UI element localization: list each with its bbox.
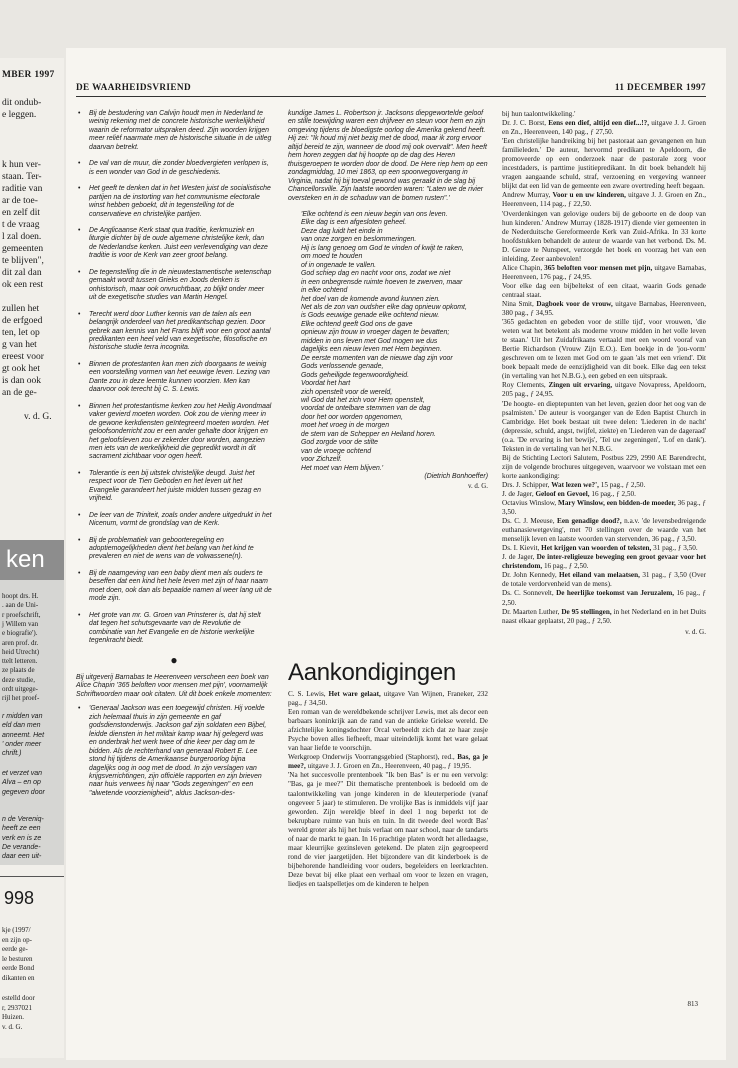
announcement-entry <box>502 318 706 381</box>
announcement-entry <box>502 499 706 517</box>
announcement-list <box>502 110 706 626</box>
prev-page-line: raditie van <box>2 184 43 194</box>
statement-bullet: • Bij de problematiek van geboorteregeling en adoptiemogelijkheden dient het belang van het kind te prevaleren en niet de wens van de volwassene(n). <box>76 537 272 562</box>
entry-text: Roy Clements, <box>502 381 549 390</box>
prev-page-line: staan. Ter- <box>2 172 42 182</box>
prev-page-line: e biografie'). <box>2 629 38 638</box>
announcement-entry <box>502 110 706 119</box>
entry-details: uitgave Barnabas, Heerenveen, 380 pag., ƒ 34,95. <box>502 299 706 318</box>
prev-page-line: j Willem van <box>2 619 39 628</box>
announcement-entry <box>502 608 706 626</box>
poem-line: wil God dat het zich voor Hem openstelt, <box>301 396 425 404</box>
announcement-entry <box>502 571 706 589</box>
poem-line: Het moet van Hem blijven.' <box>301 464 384 472</box>
statement-bullet: • Bij de bestudering van Calvijn houdt men in Nederland te weinig rekening met de concrete historische werkelijkheid waarin de reformator uitspraken deed. Zijn woorden krijgen meer reliëf naarmate men de historische situatie in de uitleg daarvan betrekt. <box>76 110 272 152</box>
poem-attribution: (Dietrich Bonhoeffer) <box>424 473 488 481</box>
poem-line: Hij is lang genoeg om God te vinden of kwijt te raken, <box>301 244 464 252</box>
entry-text: Ds. C. J. Meeuse, <box>502 517 558 526</box>
prev-page-line: is dan ook <box>2 376 42 386</box>
announcement-text: 'Na het succesvolle prentenboek "Ik ben Bas" is er nu een vervolg: "Bas, ga je mee?" Dit thematische prentenboek is bedoeld om de taalontwikkeling van jonge kinderen in de kleuterperiode (vanaf ongeveer 5 jaar) te stimuleren. De vrolijke Bas is inmiddels vijf jaar geworden. Zijn wereldje bleef in deel 1 nog beperkt tot de bekrupbare ruimte van huis en tuin. In dit tweede deel wordt Bas' wereld groter als hij het huis verlaat om naar school, naar de tandarts of naar de markt te gaan. In 16 prachtige platen wordt het alledaagse, maar kleurrijke gezinsleven getekend. De platen zijn gegroepeerd rond de vier jaargetijden. Het bijzondere van dit kinderboek is de bijbehorende handleiding voor ouders, begeleiders en leerkrachten. Deze bevat bij elke plaat een verhaal om voor te lezen en vragen, liedjes en taalspelletjes om de kinderen te helpen <box>288 771 488 888</box>
announcement-entry <box>502 589 706 607</box>
prev-page-line: en zijn op- <box>2 935 32 944</box>
entry-text: J. de Jager, <box>502 489 536 498</box>
statement-bullet: • Het grote van mr. G. Groen van Prinsterer is, dat hij stelt dat tegen het schutsgevaarte van de Revolutie de combinatie van het Evangelie en de historie werkelijke tegenkracht biedt. <box>76 612 272 646</box>
poem-line: De eerste momenten van de nieuwe dag zijn voor <box>301 354 453 362</box>
entry-text: Alice Chapin, <box>502 263 545 272</box>
issue-date: 11 DECEMBER 1997 <box>614 82 706 92</box>
prev-page-line: deze studie, <box>2 675 36 684</box>
poem-line: moet het vroeg in de morgen <box>301 422 390 430</box>
prev-page-line: t de vraag <box>2 220 40 230</box>
entry-title: Eens een dief, altijd een dief...!?, <box>548 119 650 128</box>
entry-title: Mary Winslow, een bidden-de moeder, <box>558 499 676 508</box>
poem-line: Gods verlossende genade, <box>301 363 384 371</box>
entry-details: 16 pag., ƒ 2,50. <box>502 589 706 607</box>
entry-title: Het eiland van melaatsen, <box>559 571 640 580</box>
poem-line: of in ongenade te vallen. <box>301 261 377 269</box>
prev-page-line: verk en is ze <box>2 834 42 842</box>
prev-page-line: ok een rest <box>2 280 44 290</box>
announcement-entry <box>502 191 706 209</box>
prev-page-line: dit ondub- <box>2 98 42 108</box>
prev-page-line: gemeenten <box>2 244 44 254</box>
entry-details: 16 pag., ƒ 2,50. <box>589 489 636 498</box>
prev-page-line: daar een uit- <box>2 853 42 861</box>
announcement-entry <box>502 454 706 481</box>
announcement-entry <box>502 119 706 137</box>
column-3-signature: v. d. G. <box>685 627 706 636</box>
entry-details: 16 pag., ƒ 2,50. <box>542 562 589 571</box>
prev-page-line: heid Utrecht) <box>2 647 40 656</box>
poem-line: God zorgde voor de stilte <box>301 439 378 447</box>
poem-line: Gods geheiligde tegenwoordigheid. <box>301 371 410 379</box>
entry-text: 'Een christelijke handreiking bij het pastoraat aan gevangenen en hun familieleden.' De auteur, hervormd predikant te Apeldoorn, die promoveerde op een onderzoek naar de pastorale zorg voor incestdaders, is parttime justitiepredikant. In dit boek behandelt hij vragen aangaande schuld, straf, verzoening en vergeving wanneer blijkt dat een lid van de gemeente een zware overtreding heeft begaan. <box>502 137 706 191</box>
prev-page-line: k hun ver- <box>2 160 41 170</box>
entry-title: Een genadige dood?, <box>557 517 622 526</box>
statement-bullet: • De leer van de Triniteit, zoals onder andere uitgedrukt in het Nicenum, vormt de grondslag van de Kerk. <box>76 512 272 529</box>
prev-page-line: ar de toe- <box>2 196 38 206</box>
poem-line: in elke ochtend <box>301 287 348 295</box>
prev-page-line: eld dan men <box>2 722 41 730</box>
poem-line: God schiep dag en nacht voor ons, zodat we niet <box>301 270 451 278</box>
announcement-entry <box>502 517 706 544</box>
prev-page-line: chrift.) <box>2 750 22 758</box>
prev-page-line: heeft ze een <box>2 825 41 833</box>
poem-line: om moed te houden <box>301 253 363 261</box>
prev-page-line: le besturen <box>2 954 33 963</box>
announcement-entry <box>502 282 706 300</box>
announcement-entry <box>502 553 706 571</box>
poem-line: zich openstelt voor de wereld, <box>301 388 393 396</box>
poem-line: Elke dag is een afgesloten geheel. <box>301 219 407 227</box>
poem-line: door het oor worden opgenomen, <box>301 413 403 421</box>
prev-page-line: eerde ge- <box>2 945 28 953</box>
statement-bullet: • Tolerantie is een bij uitstek christelijke deugd. Juist het respect voor de Tien Geboden en het leven uit het Evangelie garandeert het juiste midden tussen gezag en vrijheid. <box>76 470 272 504</box>
prev-page-line: dit zal dan <box>2 268 42 278</box>
entry-details: 15 pag., ƒ 2,50. <box>598 480 646 489</box>
announcement-entry: C. S. Lewis, Het ware gelaat, uitgave Van Wijnen, Franeker, 232 pag., ƒ 34,50. <box>288 690 488 708</box>
announcement-entry <box>502 400 706 454</box>
entry-text: Ds. C. Sonnevelt, <box>502 589 557 598</box>
publication-title: DE WAARHEIDSVRIEND <box>76 82 192 92</box>
entry-title: Dagboek voor de vrouw, <box>536 299 613 308</box>
section-divider: ● <box>170 652 178 667</box>
entry-details: uitgave J. J. Groen en Zn., Heerenveen, 140 pag., ƒ 27,50. <box>502 119 706 137</box>
poem-line: Deze dag luidt het einde in <box>301 227 383 235</box>
poem-line: midden in ons leven met God mogen we dus <box>301 337 438 345</box>
prev-page-line: rijl het proef- <box>2 694 40 703</box>
column-2 <box>288 110 488 492</box>
announcement-entry <box>502 264 706 282</box>
entry-details: in het Nederland en in het Duits naast elkaar geplaatst, 20 pag., ƒ 2,50. <box>502 607 706 625</box>
entry-title: De inter-religieuze beweging een groot gevaar voor het christendom, <box>502 553 706 571</box>
prev-page-line: gt ook het <box>2 364 40 374</box>
prev-page-line: ttelt letteren. <box>2 657 38 666</box>
entry-details: 36 pag., ƒ 3,50. <box>502 499 706 517</box>
entry-text: Octavius Winslow, <box>502 499 559 508</box>
entry-text: Bij de Stichting Lectori Salutem, Postbus 229, 2990 AE Barendrecht, zijn de volgende brochures uitgegeven, waarvoor we volstaan met een korte aankondiging: <box>502 453 706 480</box>
entry-details: uitgave J. J. Groen en Zn., Heerenveen, 114 pag., ƒ 22,50. <box>502 191 706 209</box>
poem-line: dagelijks een nieuw leven met Hem beginnen. <box>301 346 442 354</box>
prev-page-line: ze plaats de <box>2 666 35 675</box>
poem-line: van de vroege ochtend <box>301 447 372 455</box>
prev-page-line: te blijven", <box>2 256 44 266</box>
entry-title: 365 beloften voor mensen met pijn, <box>544 263 653 272</box>
entry-text: J. de Jager, <box>502 553 537 562</box>
chapin-intro: Bij uitgeverij Barnabas te Heerenveen verscheen een boek van Alice Chapin '365 beloften voor mensen met pijn', voornamelijk Schriftwoorden maar ook citaten. Uit dit boek enkele momenten: <box>76 674 272 698</box>
prev-page-line: Alva – en op <box>2 779 41 787</box>
page-number: 813 <box>687 1000 698 1008</box>
entry-title: De heerlijke toekomst van Jeruzalem, <box>556 589 675 598</box>
statement-bullet: • Binnen het protestantisme kerken zou het Heilig Avondmaal vaker gevierd moeten worden. Ook zou de viering meer in de gewone kerkdiensten geïntegreerd moeten worden. Het geloofsonderricht zou er een ander gehalte door krijgen en het geloofsleven zou er zekerder door worden, aangezien men iets van de werkelijkheid die gepredikt wordt in dit sacrament zichtbaar voor ogen heeft. <box>76 403 272 462</box>
bonhoeffer-poem <box>288 211 488 473</box>
statement-bullet: • De Anglicaanse Kerk staat qua traditie, kerkmuziek en liturgie dichter bij de oude algemene christelijke kerk, dan de Nederlandse kerken. Juist een verlevendiging van deze traditie is voor de Kerk van zeer groot belang. <box>76 227 272 261</box>
entry-text: 'Overdenkingen van gelovige ouders bij de geboorte en de doop van hun kinderen.' Andrew Murray (1828-1917) diende vier gemeenten in de Nederduitsche Gereformeerde Kerk van Zuid-Afrika. In 33 korte hoofdstukken behandelt de auteur de waarde van het verbond. Ds. M. D. Geuze te Nunspeet, verzorgde het boek en voorzag het van een inleiding. Zeer aanbevolen! <box>502 209 706 263</box>
poem-line: de stem van de Schepper en Heiland horen. <box>301 430 436 438</box>
announcement-entry <box>502 481 706 490</box>
prev-page-line: hoopt drs. H. <box>2 592 39 600</box>
poem-line: is Gods eeuwige genade elke ochtend nieuw. <box>301 312 440 320</box>
announcements-section <box>288 660 488 889</box>
statement-bullet: • Het geeft te denken dat in het Westen juist de socialistische partijen na de instorting van het communisme electorale winst hebben geboekt, dit in tegenstelling tot de conservatieve en christelijke partijen. <box>76 185 272 219</box>
prev-page-line: ' onder meer <box>2 740 42 748</box>
column-2-signature: v. d. G. <box>467 483 488 491</box>
entry-text: bij hun taalontwikkeling.' <box>502 110 576 118</box>
entry-text: Voor elke dag een bijbeltekst of een citaat, waarin Gods genade centraal staat. <box>502 281 706 299</box>
prev-page-line: estelld door <box>2 994 35 1002</box>
announcement-entry <box>502 300 706 318</box>
announcement-entry <box>502 490 706 499</box>
prev-page-line: e leggen. <box>2 110 37 120</box>
poem-line: van onze zorgen en beslommeringen. <box>301 236 417 244</box>
entry-details: 31 pag., ƒ 3,50. <box>651 544 698 553</box>
jackson-quote-continued: kundige James L. Robertson jr. Jacksons diepgewortelde geloof en stille toewijding waren een drijfveer en steun voor hem en zijn omgeving tijdens de bloedigste oorlog die Amerika gekend heeft. Hij zei: "Ik houd mij niet bezig met de dood, maar ik zorg ervoor altijd bereid te zijn, wanneer de dood mij ook overvalt". Men heeft hem horen zeggen dat hij hoopte op de dag des Heren thuisgeroepen te worden door de dood. De Here riep hem op een zondagmiddag, 10 mei 1863, op een spoorwegovergang in Virginia, nadat hij bij toeval gewond was geraakt in de slag bij Chancellorsville. Zijn laatste woorden waren: "Laten we de rivier oversteken en in de schaduw van de bomen rusten".' <box>288 110 488 202</box>
statement-bullet: • De tegenstelling die in de nieuwtestamentische wetenschap gemaakt wordt tussen Grieks en Joods denken is onhistorisch, maar ook onvruchtbaar, zo blijkt onder meer uit de exegetische studies van Martin Hengel. <box>76 269 272 303</box>
prev-page-line: aren prof. dr. <box>2 638 39 647</box>
entry-details: n.a.v. 'de levensbedreigende euthanasiewetgeving', met 70 stellingen over de waarde van het menselijk leven en laatste woorden van stervenden, 36 pag., ƒ 3,50. <box>502 517 706 544</box>
entry-text: Drs. J. Schipper, <box>502 480 552 489</box>
statement-bullet: • Binnen de protestanten kan men zich doorgaans te weinig een voorstelling vormen van het eeuwige leven. Lezing van Dante zou in deze leemte kunnen voorzien. Men kan daarvoor ook terecht bij C. S. Lewis. <box>76 361 272 395</box>
entry-title: Voor u en uw kinderen, <box>552 191 626 200</box>
prev-page-line: kje (1997/ <box>2 926 31 934</box>
prev-page-line: n de Vereniq- <box>2 816 44 823</box>
prev-year-box: 998 <box>4 888 35 908</box>
entry-text: Dr. John Kennedy, <box>502 571 560 580</box>
prev-page-line: De verande- <box>2 843 41 851</box>
entry-title: Wat lezen we?', <box>551 480 599 489</box>
announcement-entry <box>502 544 706 553</box>
prev-page-line: l zal doen. <box>2 232 42 242</box>
prev-page-line: de erfgoed <box>2 316 43 326</box>
announcement-entry <box>502 137 706 191</box>
entry-title: De 95 stellingen, <box>561 607 612 616</box>
prev-divider <box>0 876 64 877</box>
announcement-entry <box>502 381 706 399</box>
poem-line: het doel van de komende avond kunnen zien. <box>301 295 441 303</box>
prev-page-line: et verzet van <box>2 770 43 777</box>
column-1 <box>76 110 272 806</box>
prev-section-box: ken <box>0 540 64 580</box>
prev-page-line: . aan de Uni- <box>2 601 39 610</box>
poem-line: Voordat het hart <box>301 380 351 388</box>
statement-bullet: • Terecht werd door Luther kennis van de talen als een belangrijk onderdeel van het predikantschap gezien. Door gebrek aan kennis van het Frans blijft voor een groot aantal predikanten een heel veld van exegetische, filosofische en historische studie terra incognita. <box>76 311 272 353</box>
prev-page-line: Huizen. <box>2 1013 24 1021</box>
prev-page-line: dikanten en <box>2 973 35 982</box>
announcement-entry: Werkgroep Onderwijs Voorrangsgebied (Staphorst), red., Bas, ga je mee?, uitgave J. J. Groen en Zn., Heerenveen, 40 pag., ƒ 19,95. <box>288 753 488 771</box>
prev-page-line: anneemt. Het <box>2 731 45 739</box>
prev-page-line: ordt uitgege- <box>2 685 38 693</box>
poem-line: voordat de ontelbare stemmen van de dag <box>301 405 431 413</box>
entry-text: Dr. Maarten Luther, <box>502 607 562 616</box>
poem-line: in een onbegrensde ruimte hoeven te zwerven, maar <box>301 278 463 286</box>
entry-text: 'De hoogte- en dieptepunten van het leven, gezien door het oog van de psalmisten.' De auteur is voorganger van de Eden Baptist Church in Cambridge. Het boek bestaat uit twee delen: 'Liederen in de nacht' (depressie, schuld, angst, twijfel, ziekte) en 'Liederen van de dageraad' (o.a. 'De ervaring is het bewijs', 'Tel uw zegeningen', 'Lof en dank'). Teksten in de vertaling van het N.B.G. <box>502 399 706 453</box>
statement-bullet: • Bij de naamgeving van een baby dient men als ouders te beseffen dat een kind het hele leven met zijn of haar naam moet doen, ook dan als bepaalde namen al weer lang uit de mode zijn. <box>76 570 272 604</box>
prev-page-line: v. d. G. <box>2 1022 23 1031</box>
prev-page-line: ereest voor <box>2 352 44 362</box>
entry-details: uitgave Barnabas, Heerenveen, 176 pag., ƒ 24,95. <box>502 263 706 281</box>
poem-line: voor Zichzelf. <box>301 456 342 464</box>
entry-text: Ds. I. Kievit, <box>502 544 542 553</box>
jackson-quote: • 'Generaal Jackson was een toegewijd christen. Hij voelde zich helemaal thuis in zijn gemeente en gaf godsdienstonderwijs. Jackson gaf zijn soldaten een Bijbel, leidde diensten in het militair kamp waar hij gelegerd was en onderbrak het werk twee of drie keer per dag om te bidden. Als de rechterhand van generaal Robert E. Lee stond hij tijdens de Amerikaanse burgeroorlog bijna dagelijks oog in oog met de dood. In zijn verslagen van krijgsverrichtingen, zijn officiële rapporten en zijn brieven naar huis verwees hij naar "Gods zegeningen" en een "alwetende voorzienigheid", aldus Jackson-des- <box>76 705 272 798</box>
prev-signature: v. d. G. <box>24 412 52 422</box>
prev-page-line: zullen het <box>2 304 40 314</box>
entry-title: Het krijgen van woorden of teksten, <box>541 544 652 553</box>
prev-page-line: r midden van <box>2 713 43 720</box>
entry-details: uitgave Novapress, Apeldoorn, 205 pag., ƒ 24,95. <box>502 381 706 399</box>
entry-text: Nina Smit, <box>502 299 537 308</box>
prev-page-header: MBER 1997 <box>2 70 55 80</box>
entry-text: Dr. J. C. Borst, <box>502 119 549 128</box>
statement-bullet: • De val van de muur, die zonder bloedvergieten verlopen is, is een wonder van God in de geschiedenis. <box>76 160 272 177</box>
entry-text: '365 gedachten en gebeden voor de stille tijd', voor vrouwen, 'die weten wat het betekent als moderne vrouw midden in het volle leven te staan.' Uit het Zuidafrikaans vertaald met een woord vooraf van Bertie Richardson (Vrouw Zijn E.O.). Een boekje in de 'jou-vorm' geschreven om te lezen met God om te gaan 'als met een vriend'. Dit boek bepaalt mede de eenzijdigheid van dit boek. Elke dag een tekst (in vertaling van het N.B.G.), een gebed en een uitspraak. <box>502 318 706 381</box>
entry-title: Zingen uit ervaring, <box>548 381 613 390</box>
column-3 <box>502 110 706 637</box>
previous-page-edge <box>0 58 64 1058</box>
prev-page-line: gegeven door <box>2 788 45 796</box>
prev-page-line: r proefschrift, <box>2 610 41 619</box>
running-header <box>76 82 706 97</box>
announcement-entry <box>502 210 706 264</box>
prev-page-line: en zelf dit <box>2 208 40 218</box>
poem-line: opnieuw zijn trouw in vroeger dagen te bevatten; <box>301 329 450 337</box>
prev-page-line: an de ge- <box>2 388 37 398</box>
poem-line: Elke ochtend geeft God ons de gave <box>301 320 413 328</box>
newspaper-page <box>66 48 726 1060</box>
entry-title: Geloof en Gevoel, <box>535 489 590 498</box>
poem-line: 'Elke ochtend is een nieuw begin van ons leven. <box>301 210 448 218</box>
entry-text: Andrew Murray, <box>502 191 553 200</box>
poem-line: Net als de zon van oudsher elke dag opnieuw opkomt, <box>301 303 467 311</box>
prev-page-line: eerde Bond <box>2 964 35 972</box>
announcements-heading: Aankondigingen <box>288 659 456 686</box>
prev-page-line: g van het <box>2 340 37 350</box>
prev-page-line: ten, let op <box>2 328 40 338</box>
announcement-text: Een roman van de wereldbekende schrijver Lewis, met als decor een barbaars koninkrijk aan de rand van de antieke Griekse wereld. De afzichtelijke koningsdochter Orcal verbeeldt zich dat ze haar zusje Psyche boven alles liefheeft, maar uiteindelijk komt het ware gelaat van haar liefde te voorschijn. <box>288 708 488 753</box>
prev-page-line: r, 2937021 <box>2 1003 33 1012</box>
entry-details: 31 pag., ƒ 3,50 (Over de totale verdorvenheid van de mens). <box>502 571 707 589</box>
